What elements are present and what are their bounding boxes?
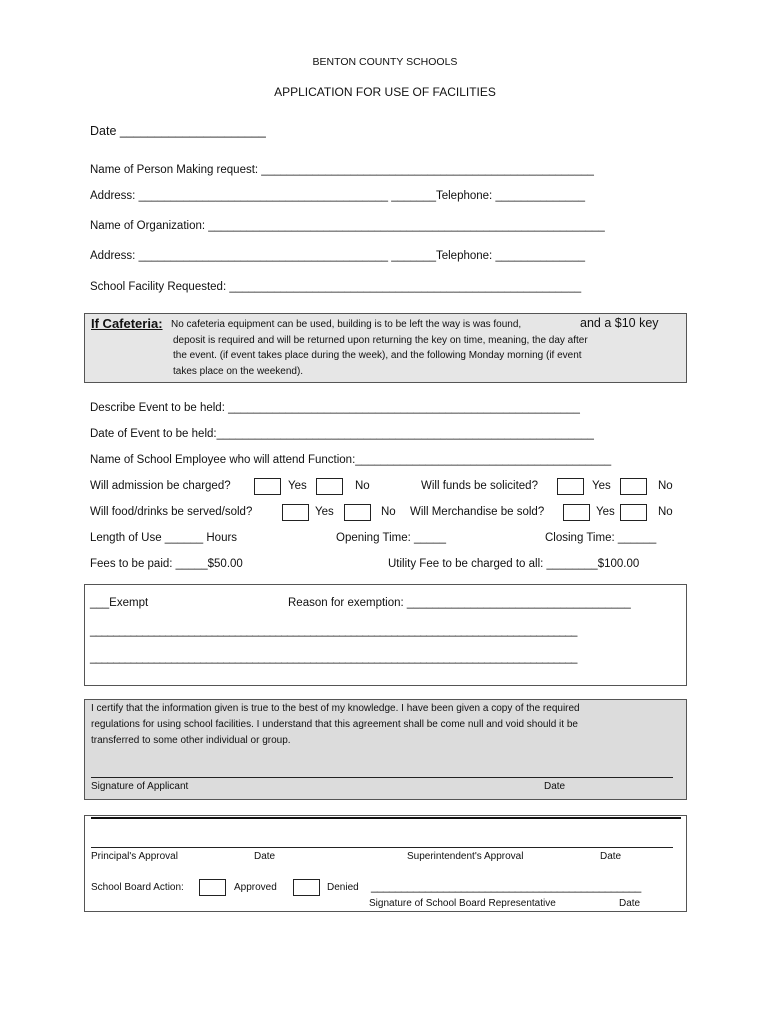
- superintendent-approval-label: Superintendent's Approval: [407, 851, 524, 862]
- employee-field[interactable]: Name of School Employee who will attend Function:________________________________________: [90, 454, 612, 466]
- signature-date-label: Date: [544, 781, 566, 792]
- signature-label: Signature of Applicant: [91, 781, 189, 792]
- food-no-label: No: [381, 506, 396, 518]
- approved-checkbox[interactable]: [199, 879, 226, 896]
- exemption-line-2[interactable]: ____________________________________________________________________________________: [90, 652, 577, 664]
- superintendent-date-label: Date: [600, 851, 622, 862]
- denied-checkbox[interactable]: [293, 879, 320, 896]
- certify-text-3: transferred to some other individual or group.: [91, 735, 291, 746]
- cafeteria-label: If Cafeteria:: [91, 316, 163, 331]
- board-date-label: Date: [619, 898, 641, 909]
- funds-yes-checkbox[interactable]: [557, 478, 584, 495]
- certify-text-1: I certify that the information given is true to the best of my knowledge. I have been given a copy of the required: [91, 703, 580, 714]
- food-question: Will food/drinks be served/sold?: [90, 506, 253, 518]
- person-field[interactable]: Name of Person Making request: ____________________________________________________: [90, 164, 594, 176]
- admission-yes-checkbox[interactable]: [254, 478, 281, 495]
- exemption-reason-field[interactable]: Reason for exemption: ___________________________________: [288, 597, 631, 609]
- merch-yes-checkbox[interactable]: [563, 504, 590, 521]
- describe-event-field[interactable]: Describe Event to be held: _______________________________________________________: [90, 402, 580, 414]
- approval-signature-line[interactable]: [91, 847, 673, 848]
- funds-yes-label: Yes: [592, 480, 611, 492]
- date-field[interactable]: Date _____________________: [90, 124, 266, 138]
- closing-time-field[interactable]: Closing Time: ______: [545, 532, 657, 544]
- address-field-2[interactable]: Address: _______________________________________ _______Telephone: ______________: [90, 250, 585, 262]
- denied-label: Denied: [327, 882, 359, 893]
- board-signature-line[interactable]: _____________________________________________: [371, 881, 641, 893]
- funds-question: Will funds be solicited?: [421, 480, 538, 492]
- principal-date-label: Date: [254, 851, 276, 862]
- length-field[interactable]: Length of Use ______ Hours: [90, 532, 238, 544]
- utility-fee-field[interactable]: Utility Fee to be charged to all: ________$100.00: [388, 558, 640, 570]
- approved-label: Approved: [234, 882, 277, 893]
- exempt-field[interactable]: ___Exempt: [90, 597, 149, 609]
- cafeteria-text-2: deposit is required and will be returned upon returning the key on time, meaning, the day after: [173, 335, 588, 346]
- admission-no-label: No: [355, 480, 370, 492]
- merch-no-label: No: [658, 506, 673, 518]
- admission-yes-label: Yes: [288, 480, 307, 492]
- principal-approval-label: Principal's Approval: [91, 851, 178, 862]
- certify-text-2: regulations for using school facilities. I understand that this agreement shall be come null and void should it be: [91, 719, 578, 730]
- exemption-line-1[interactable]: ____________________________________________________________________________________: [90, 625, 577, 637]
- facility-field[interactable]: School Facility Requested: _______________________________________________________: [90, 281, 582, 293]
- funds-no-checkbox[interactable]: [620, 478, 647, 495]
- food-yes-checkbox[interactable]: [282, 504, 309, 521]
- admission-no-checkbox[interactable]: [316, 478, 343, 495]
- cafeteria-text-1b: and a $10 key: [580, 316, 659, 330]
- funds-no-label: No: [658, 480, 673, 492]
- org-name: BENTON COUNTY SCHOOLS: [312, 56, 458, 68]
- board-signature-label: Signature of School Board Representative: [369, 898, 556, 909]
- address-field-1[interactable]: Address: _______________________________________ _______Telephone: ______________: [90, 190, 585, 202]
- form-title: APPLICATION FOR USE OF FACILITIES: [274, 85, 496, 99]
- signature-line[interactable]: [91, 777, 673, 778]
- merch-yes-label: Yes: [596, 506, 615, 518]
- cafeteria-text-4: takes place on the weekend).: [173, 366, 304, 377]
- food-yes-label: Yes: [315, 506, 334, 518]
- cafeteria-text-3: the event. (if event takes place during the week), and the following Monday morning (if event: [173, 350, 582, 361]
- merch-question: Will Merchandise be sold?: [410, 506, 545, 518]
- fees-field[interactable]: Fees to be paid: _____$50.00: [90, 558, 243, 570]
- event-date-field[interactable]: Date of Event to be held:___________________________________________________________: [90, 428, 594, 440]
- food-no-checkbox[interactable]: [344, 504, 371, 521]
- admission-question: Will admission be charged?: [90, 480, 231, 492]
- approval-top-rule: [91, 817, 681, 819]
- cafeteria-text-1: No cafeteria equipment can be used, building is to be left the way is was found,: [171, 319, 522, 330]
- merch-no-checkbox[interactable]: [620, 504, 647, 521]
- opening-time-field[interactable]: Opening Time: _____: [336, 532, 446, 544]
- board-action-label: School Board Action:: [91, 882, 184, 893]
- organization-field[interactable]: Name of Organization: ______________________________________________________________: [90, 220, 605, 232]
